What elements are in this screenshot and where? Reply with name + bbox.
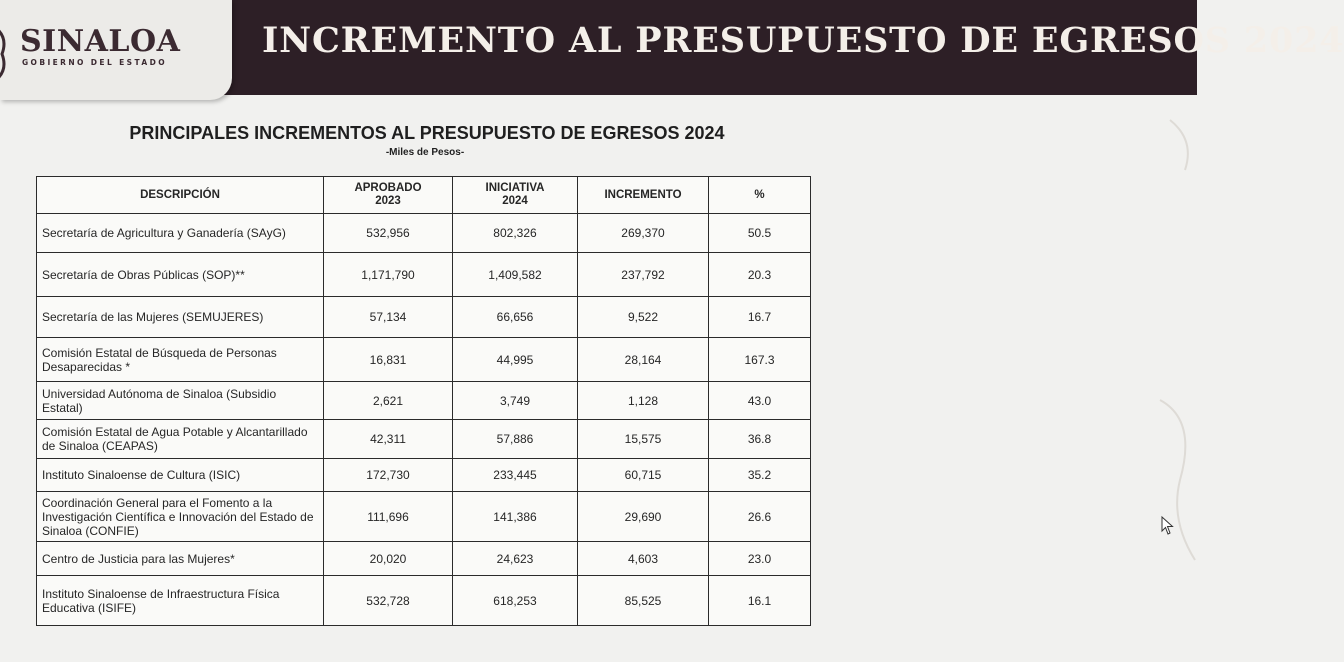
row-percent: 36.8 xyxy=(709,420,811,459)
column-header-iniciativa xyxy=(453,177,578,214)
row-descripcion: Secretaría de las Mujeres (SEMUJERES) xyxy=(37,297,324,338)
table-row xyxy=(37,492,811,542)
row-incremento: 28,164 xyxy=(578,338,709,382)
row-descripcion: Comisión Estatal de Agua Potable y Alcantarillado de Sinaloa (CEAPAS) xyxy=(37,420,324,459)
row-iniciativa: 233,445 xyxy=(453,459,578,492)
row-incremento: 1,128 xyxy=(578,382,709,420)
logo-panel xyxy=(0,0,232,100)
row-descripcion: Universidad Autónoma de Sinaloa (Subsidio Estatal) xyxy=(37,382,324,420)
row-incremento: 29,690 xyxy=(578,492,709,542)
mouse-pointer-icon xyxy=(1161,516,1175,536)
row-descripcion: Instituto Sinaloense de Cultura (ISIC) xyxy=(37,459,324,492)
column-header-descripcion xyxy=(37,177,324,214)
column-header-incremento xyxy=(578,177,709,214)
table-row xyxy=(37,382,811,420)
row-aprobado: 57,134 xyxy=(324,297,453,338)
table-row xyxy=(37,253,811,297)
row-descripcion: Secretaría de Obras Públicas (SOP)** xyxy=(37,253,324,297)
column-header-percent xyxy=(709,177,811,214)
table-row xyxy=(37,542,811,576)
row-aprobado: 2,621 xyxy=(324,382,453,420)
row-percent: 26.6 xyxy=(709,492,811,542)
column-header-line2: 2024 xyxy=(502,195,528,207)
table-row xyxy=(37,338,811,382)
document-subtitle: -Miles de Pesos- xyxy=(385,147,465,158)
row-percent: 35.2 xyxy=(709,459,811,492)
row-incremento: 85,525 xyxy=(578,576,709,626)
row-descripcion: Centro de Justicia para las Mujeres* xyxy=(37,542,324,576)
row-descripcion: Coordinación General para el Fomento a la Investigación Científica e Innovación del Estado de Sinaloa (CONFIE) xyxy=(37,492,324,542)
row-incremento: 237,792 xyxy=(578,253,709,297)
table-row xyxy=(37,214,811,253)
row-aprobado: 1,171,790 xyxy=(324,253,453,297)
row-iniciativa: 24,623 xyxy=(453,542,578,576)
row-aprobado: 42,311 xyxy=(324,420,453,459)
row-percent: 23.0 xyxy=(709,542,811,576)
row-iniciativa: 1,409,582 xyxy=(453,253,578,297)
row-iniciativa: 44,995 xyxy=(453,338,578,382)
row-incremento: 9,522 xyxy=(578,297,709,338)
row-iniciativa: 141,386 xyxy=(453,492,578,542)
row-descripcion: Secretaría de Agricultura y Ganadería (SAyG) xyxy=(37,214,324,253)
column-header-line1: INCREMENTO xyxy=(604,188,682,201)
row-percent: 16.1 xyxy=(709,576,811,626)
row-iniciativa: 66,656 xyxy=(453,297,578,338)
row-percent: 16.7 xyxy=(709,297,811,338)
table-row xyxy=(37,297,811,338)
logo-subtitle: GOBIERNO DEL ESTADO xyxy=(22,58,168,67)
page-title: INCREMENTO AL PRESUPUESTO DE EGRESOS 2024 xyxy=(262,20,1344,61)
budget-table xyxy=(36,176,811,626)
row-iniciativa: 3,749 xyxy=(453,382,578,420)
row-incremento: 269,370 xyxy=(578,214,709,253)
logo-emblem-icon xyxy=(0,24,10,84)
row-descripcion: Instituto Sinaloense de Infraestructura Física Educativa (ISIFE) xyxy=(37,576,324,626)
column-header-line1: % xyxy=(754,188,765,201)
row-iniciativa: 802,326 xyxy=(453,214,578,253)
row-incremento: 15,575 xyxy=(578,420,709,459)
column-header-line1: DESCRIPCIÓN xyxy=(140,188,220,201)
document-title: PRINCIPALES INCREMENTOS AL PRESUPUESTO DE EGRESOS 2024 xyxy=(129,123,725,143)
row-percent: 167.3 xyxy=(709,338,811,382)
table-header-row xyxy=(37,177,811,214)
watermark-decoration xyxy=(1100,100,1197,660)
row-aprobado: 532,956 xyxy=(324,214,453,253)
table-row xyxy=(37,420,811,459)
row-aprobado: 532,728 xyxy=(324,576,453,626)
row-iniciativa: 618,253 xyxy=(453,576,578,626)
row-descripcion: Comisión Estatal de Búsqueda de Personas Desaparecidas * xyxy=(37,338,324,382)
logo-name: SINALOA xyxy=(20,24,181,59)
row-aprobado: 172,730 xyxy=(324,459,453,492)
row-aprobado: 16,831 xyxy=(324,338,453,382)
row-percent: 43.0 xyxy=(709,382,811,420)
column-header-line1: INICIATIVA xyxy=(485,182,545,194)
table-row xyxy=(37,459,811,492)
row-aprobado: 111,696 xyxy=(324,492,453,542)
table-row xyxy=(37,576,811,626)
column-header-line1: APROBADO xyxy=(354,182,422,194)
row-incremento: 4,603 xyxy=(578,542,709,576)
column-header-aprobado xyxy=(324,177,453,214)
row-aprobado: 20,020 xyxy=(324,542,453,576)
row-incremento: 60,715 xyxy=(578,459,709,492)
row-percent: 20.3 xyxy=(709,253,811,297)
row-iniciativa: 57,886 xyxy=(453,420,578,459)
row-percent: 50.5 xyxy=(709,214,811,253)
column-header-line2: 2023 xyxy=(375,195,401,207)
